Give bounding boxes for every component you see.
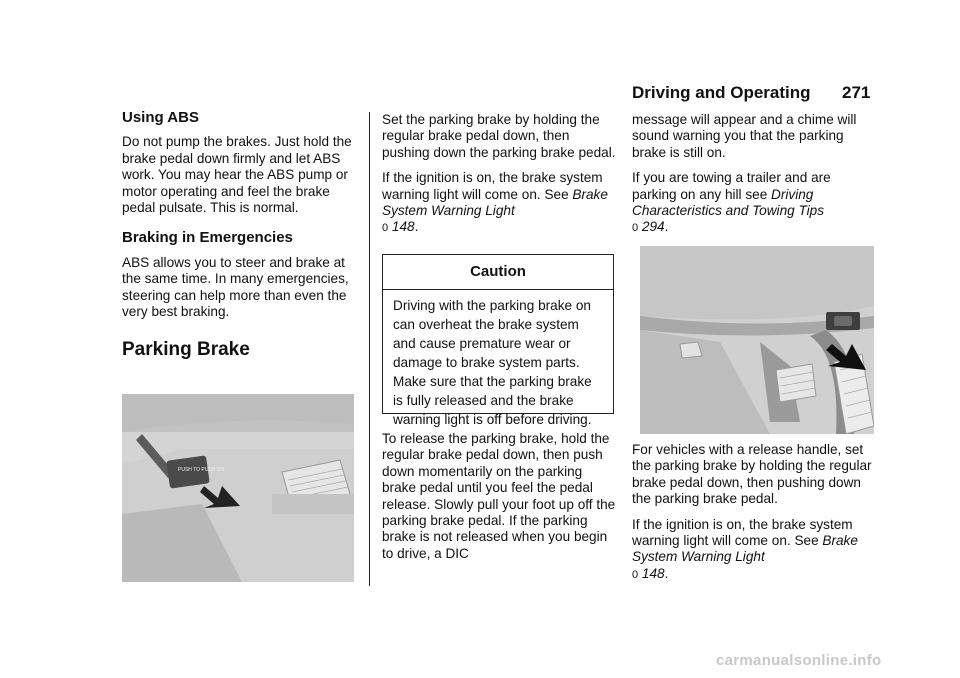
- link-towing-tips[interactable]: Driving Characteristics and Towing Tips: [632, 186, 825, 219]
- watermark: carmanualsonline.info: [716, 652, 882, 669]
- link-brake-warning-light-2[interactable]: Brake System Warning Light: [632, 533, 858, 565]
- column-2: [382, 112, 616, 246]
- page-ref-148[interactable]: 148: [391, 219, 415, 235]
- column-divider: [369, 112, 370, 586]
- pedal-label: PUSH TO PUSH ON: [178, 467, 225, 473]
- page-ref-icon: 0: [382, 222, 389, 235]
- caution-title: Caution: [383, 255, 613, 290]
- paragraph-release: To release the parking brake, hold the regular brake pedal down, then push down momentarily on the parking brake pedal until you feel the pedal release. Slowly pull your foot up off the parking brake pedal. If the parking brake is not released when you begin to drive, a DIC: [382, 431, 616, 561]
- parking-brake-pedal-image: [122, 394, 354, 582]
- heading-using-abs: Using ABS: [122, 109, 199, 126]
- paragraph-towing: If you are towing a trailer and are parking on any hill see Driving Characteristics and Towing Tips 0 294.: [632, 170, 831, 235]
- paragraph-warning-light-2: If the ignition is on, the brake system warning light will come on. See Brake System Warning Light 0 148.: [632, 516, 858, 581]
- link-brake-warning-light[interactable]: Brake System Warning Light: [382, 186, 608, 219]
- caution-text: Driving with the parking brake on can overheat the brake system and cause premature wear or damage to brake system parts. Make sure that the parking brake is fully released and the brake warning light is off before driving.: [393, 298, 592, 427]
- caution-box: [382, 254, 614, 427]
- page-ref-icon: 0: [632, 222, 639, 235]
- page-ref-icon: 0: [632, 568, 639, 581]
- release-handle-image: [640, 246, 874, 434]
- paragraph-abs: Do not pump the brakes. Just hold the brake pedal down firmly and let ABS work. You may hear the ABS pump or motor operating and feel the brake pedal pulsate. This is normal.: [122, 134, 352, 216]
- column-2-lower: [382, 431, 616, 571]
- heading-braking-emergencies: Braking in Emergencies: [122, 229, 293, 247]
- heading-parking-brake: Parking Brake: [122, 339, 250, 361]
- page-ref-294[interactable]: 294: [641, 219, 665, 235]
- column-3: [632, 112, 876, 246]
- page-number: 271: [842, 83, 871, 102]
- paragraph-set-brake: Set the parking brake by holding the regular brake pedal down, then pushing down the parking brake pedal.: [382, 112, 616, 160]
- paragraph-warning-light: If the ignition is on, the brake system warning light will come on. See Brake System Warning Light 0 148.: [382, 170, 608, 235]
- paragraph-dic-message: message will appear and a chime will sound warning you that the parking brake is still on.: [632, 112, 857, 160]
- paragraph-release-handle: For vehicles with a release handle, set the parking brake by holding the regular brake pedal down, then pushing down the parking brake pedal.: [632, 442, 872, 507]
- paragraph-emergencies: ABS allows you to steer and brake at the same time. In many emergencies, steering can help more than even the very best braking.: [122, 254, 349, 320]
- page-ref-148-b[interactable]: 148: [641, 565, 665, 581]
- section-title: Driving and Operating: [632, 83, 811, 102]
- column-1: [122, 110, 354, 359]
- column-3-lower: [632, 442, 876, 592]
